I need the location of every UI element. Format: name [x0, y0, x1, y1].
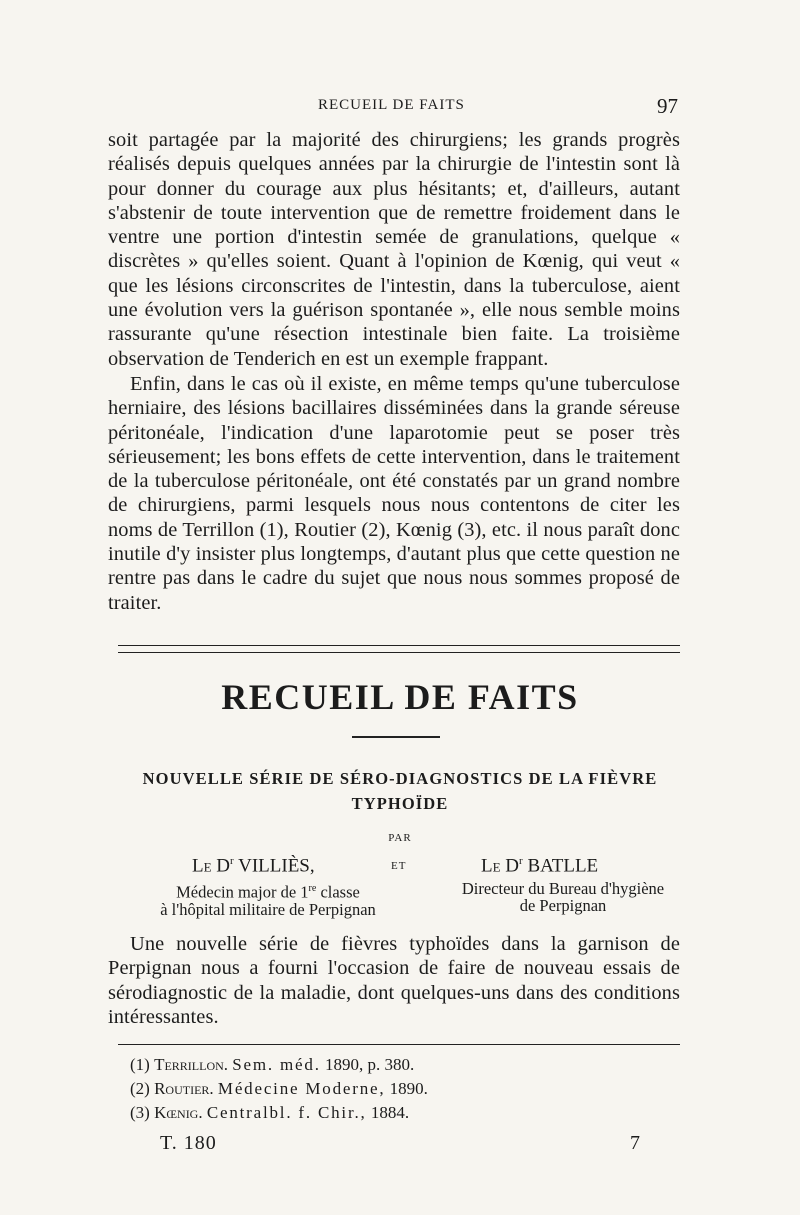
author-batlle — [481, 855, 598, 877]
and-word: ET — [391, 860, 407, 872]
section-divider — [118, 645, 680, 653]
affiliation-text: Directeur du Bureau d'hygiène — [461, 879, 665, 898]
footnotes — [130, 1053, 428, 1125]
footnote-author: Kœnig. — [154, 1103, 203, 1122]
affiliation-text: de Perpignan — [519, 896, 607, 915]
article-title — [120, 766, 680, 816]
paragraph-text: Une nouvelle série de fièvres typhoïdes dans la garnison de Perpignan nous a fourni l'occasion de faire de nouveau essais de sérodiagnostic de la maladie, dont quelques-uns dans des conditions intéressantes. — [108, 933, 680, 1028]
footnote-detail: 1884. — [366, 1103, 410, 1122]
affiliation-text: Médecin major de 1 — [176, 882, 309, 902]
author-prefix: Le D — [481, 855, 520, 877]
author-villies — [192, 855, 315, 877]
section-heading: RECUEIL DE FAITS — [221, 677, 579, 717]
affiliation-batlle — [418, 880, 708, 914]
footnote-number: (1) — [130, 1055, 150, 1074]
footnote-source: Sem. méd. — [232, 1055, 321, 1074]
printer-signature: T. 180 — [160, 1132, 217, 1154]
affiliation-text: classe — [316, 882, 360, 902]
by-word: PAR — [388, 832, 412, 844]
footnote-source: Centralbl. f. Chir., — [206, 1103, 367, 1122]
footnote-detail: 1890, p. 380. — [320, 1055, 415, 1074]
footnote-item — [130, 1077, 428, 1101]
footnote-detail: 1890. — [385, 1079, 428, 1098]
running-header: RECUEIL DE FAITS — [318, 97, 465, 113]
author-name: VILLIÈS, — [233, 855, 315, 877]
affiliation-villies — [128, 880, 408, 918]
footnote-author: Terrillon. — [154, 1055, 229, 1074]
footnote-source: Médecine Moderne, — [217, 1079, 386, 1098]
footnote-number: (2) — [130, 1079, 150, 1098]
footnote-item — [130, 1101, 428, 1125]
paragraph-text: Enfin, dans le cas où il existe, en même temps qu'une tuberculose herniaire, des lésions bacillaires disséminées dans la grande séreuse péritonéale, l'indication d'une laparotomie peut se poser très sérieusement; les bons effets de cette intervention, dans le traitement de la tuberculose péritonéale, ont été constatés par un grand nombre de chirurgiens, parmi lesquels nous nous contentons de citer les noms de Terrillon (1), Routier (2), Kœnig (3), etc. il nous paraît donc inutile d'y insister plus longtemps, d'autant plus que cette question ne rentre pas dans le cadre du sujet que nous nous sommes proposé de traiter. — [108, 373, 680, 614]
paragraph-enfin — [108, 372, 680, 615]
sheet-number: 7 — [630, 1132, 640, 1154]
author-name: BATLLE — [522, 855, 599, 877]
article-title-line: TYPHOÏDE — [351, 794, 449, 813]
affiliation-sup: re — [308, 883, 317, 894]
page-number: 97 — [657, 94, 678, 118]
author-prefix-sup: r — [519, 855, 523, 867]
author-prefix-sup: r — [230, 855, 234, 867]
author-prefix: Le D — [192, 855, 231, 877]
footnote-divider — [118, 1044, 680, 1045]
footnote-item — [130, 1053, 428, 1077]
heading-underline — [352, 736, 440, 738]
footnote-number: (3) — [130, 1103, 150, 1122]
footnote-author: Routier. — [154, 1079, 214, 1098]
paragraph-continuation — [108, 128, 680, 371]
affiliation-text: à l'hôpital militaire de Perpignan — [160, 899, 376, 919]
paragraph-text: soit partagée par la majorité des chirurgiens; les grands progrès réalisés depuis quelques années par la chirurgie de l'intestin sont là pour donner du courage aux plus hésitants; et, d'ailleurs, autant s'abstenir de toute intervention que de remettre froidement dans le ventre une portion d'intestin semée de granulations, quelque « discrètes » qu'elles soient. Quant à l'opinion de Kœnig, qui veut « que les lésions circonscrites de l'intestin, dans la tuberculose, aient une évolution vers la guérison spontanée », elle nous semble moins rassurante qu'une résection intestinale bien faite. La troisième observation de Tenderich en est un exemple frappant. — [108, 129, 680, 370]
paragraph-intro — [108, 932, 680, 1029]
article-title-line: NOUVELLE SÉRIE DE SÉRO-DIAGNOSTICS DE LA FIÈVRE — [142, 769, 658, 788]
